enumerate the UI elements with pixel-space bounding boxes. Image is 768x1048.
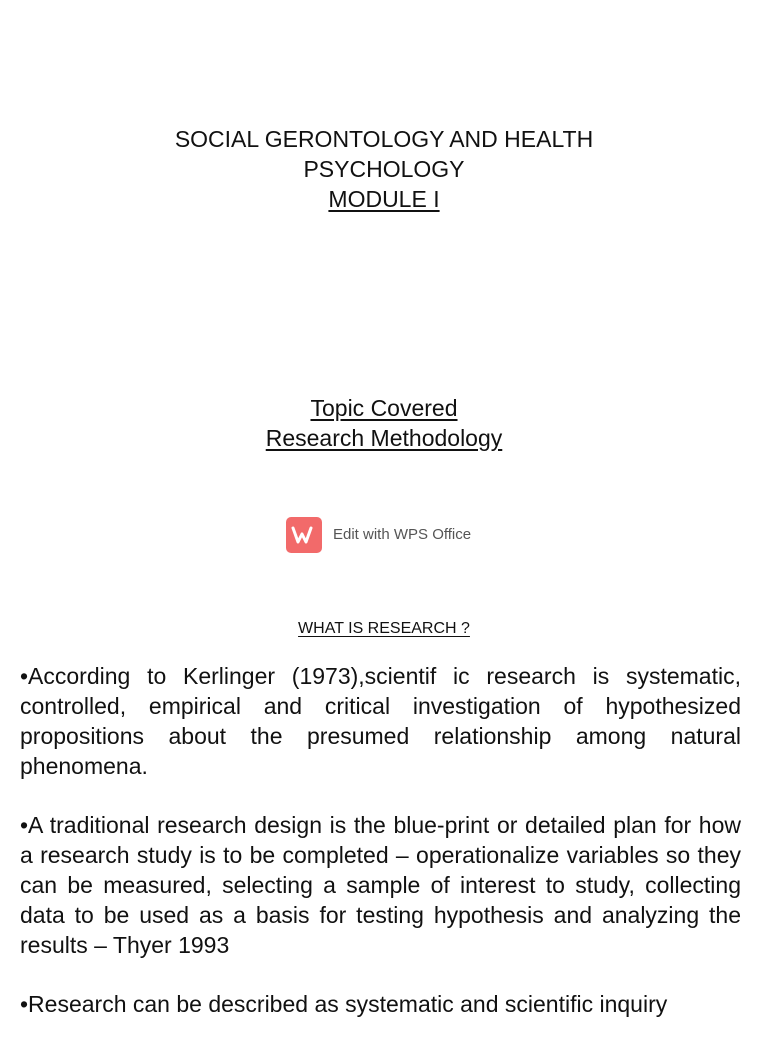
module-label: [0, 184, 768, 214]
wps-office-logo-icon: [286, 517, 322, 553]
title-line-2: PSYCHOLOGY: [303, 156, 465, 182]
section-heading: [0, 618, 768, 640]
section-heading-text: WHAT IS RESEARCH ?: [298, 620, 470, 637]
module-label-text: MODULE I: [328, 186, 440, 212]
topic-heading: Topic Covered: [310, 395, 458, 421]
paragraph: •Research can be described as systematic and scientific inquiry: [20, 991, 668, 1017]
topic-name: Research Methodology: [265, 425, 503, 451]
wps-office-watermark[interactable]: [286, 516, 471, 553]
document-title: [0, 124, 768, 214]
body-text: [20, 661, 741, 1048]
paragraph: •A traditional research design is the blue-print or detailed plan for how a research study is to be completed – operationalize variables so they can be measured, selecting a sample of interest to study, collecting data to be used as a basis for testing hypothesis and analyzing the results – Thyer 1993: [20, 812, 741, 958]
title-line-1: SOCIAL GERONTOLOGY AND HEALTH: [174, 126, 594, 152]
topic-section: [0, 393, 768, 453]
wps-office-label: Edit with WPS Office: [333, 526, 472, 543]
paragraph: •According to Kerlinger (1973),scientif ic research is systematic, controlled, empirical and critical investigation of hypothesized propositions about the presumed relationship among natural phenomena.: [20, 663, 741, 779]
